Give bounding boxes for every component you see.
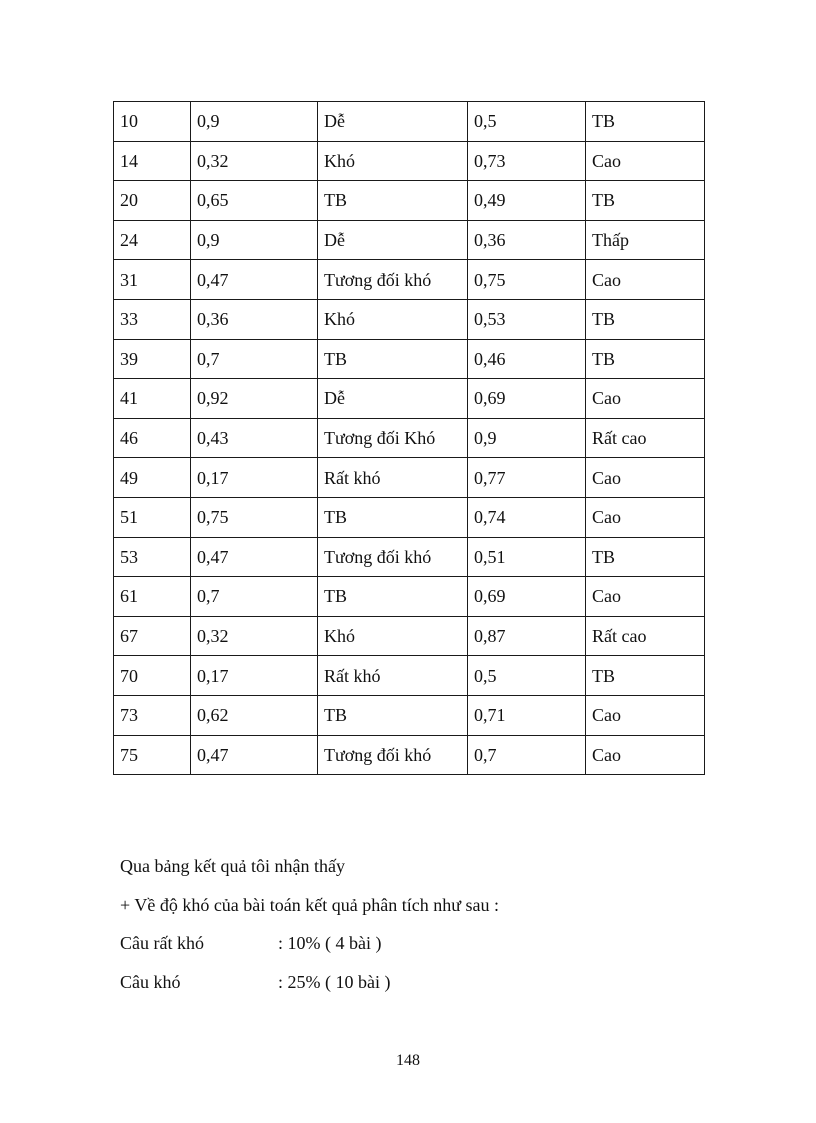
difficulty-index-cell: 0,32	[191, 141, 318, 181]
item-number-cell: 70	[114, 656, 191, 696]
difficulty-level-cell: TB	[318, 577, 468, 617]
difficulty-level-cell: TB	[318, 497, 468, 537]
item-number-cell: 46	[114, 418, 191, 458]
difficulty-level-cell: Khó	[318, 616, 468, 656]
difficulty-item	[120, 931, 720, 970]
difficulty-index-cell: 0,62	[191, 695, 318, 735]
item-number-cell: 75	[114, 735, 191, 775]
item-number-cell: 61	[114, 577, 191, 617]
discrimination-index-cell: 0,5	[468, 656, 586, 696]
table-row	[114, 181, 705, 221]
item-number-cell: 49	[114, 458, 191, 498]
difficulty-index-cell: 0,36	[191, 299, 318, 339]
table-row	[114, 656, 705, 696]
discrimination-level-cell: Cao	[586, 695, 705, 735]
difficulty-item-label: Câu khó	[120, 971, 181, 992]
discrimination-index-cell: 0,49	[468, 181, 586, 221]
item-number-cell: 33	[114, 299, 191, 339]
table-row	[114, 220, 705, 260]
discrimination-level-cell: TB	[586, 102, 705, 142]
item-number-cell: 53	[114, 537, 191, 577]
difficulty-index-cell: 0,47	[191, 260, 318, 300]
discrimination-index-cell: 0,75	[468, 260, 586, 300]
table-row	[114, 735, 705, 775]
discrimination-level-cell: Thấp	[586, 220, 705, 260]
difficulty-item	[120, 970, 720, 1009]
difficulty-item-value: : 10% ( 4 bài )	[278, 933, 382, 953]
table-row	[114, 141, 705, 181]
item-number-cell: 39	[114, 339, 191, 379]
difficulty-level-cell: Tương đối khó	[318, 260, 468, 300]
difficulty-index-cell: 0,65	[191, 181, 318, 221]
discrimination-level-cell: TB	[586, 339, 705, 379]
item-number-cell: 10	[114, 102, 191, 142]
discrimination-level-cell: Cao	[586, 379, 705, 419]
difficulty-level-cell: Rất khó	[318, 458, 468, 498]
discrimination-level-cell: TB	[586, 299, 705, 339]
difficulty-index-cell: 0,17	[191, 656, 318, 696]
difficulty-level-cell: Tương đối Khó	[318, 418, 468, 458]
page-number: 148	[396, 1052, 420, 1069]
difficulty-index-cell: 0,9	[191, 220, 318, 260]
difficulty-level-cell: Tương đối khó	[318, 735, 468, 775]
difficulty-index-cell: 0,17	[191, 458, 318, 498]
difficulty-index-cell: 0,47	[191, 537, 318, 577]
difficulty-level-cell: Tương đối khó	[318, 537, 468, 577]
table-row	[114, 418, 705, 458]
discrimination-index-cell: 0,51	[468, 537, 586, 577]
discrimination-index-cell: 0,69	[468, 379, 586, 419]
difficulty-index-cell: 0,47	[191, 735, 318, 775]
item-number-cell: 24	[114, 220, 191, 260]
difficulty-level-cell: Dễ	[318, 220, 468, 260]
difficulty-index-cell: 0,32	[191, 616, 318, 656]
table-row	[114, 102, 705, 142]
results-table	[113, 101, 705, 775]
discrimination-level-cell: Rất cao	[586, 616, 705, 656]
difficulty-index-cell: 0,92	[191, 379, 318, 419]
table-row	[114, 537, 705, 577]
difficulty-index-cell: 0,9	[191, 102, 318, 142]
item-number-cell: 41	[114, 379, 191, 419]
difficulty-level-cell: TB	[318, 695, 468, 735]
table-row	[114, 339, 705, 379]
table-row	[114, 497, 705, 537]
difficulty-index-cell: 0,43	[191, 418, 318, 458]
discrimination-index-cell: 0,7	[468, 735, 586, 775]
difficulty-heading: + Về độ khó của bài toán kết quả phân tích như sau :	[120, 894, 499, 915]
discrimination-level-cell: Rất cao	[586, 418, 705, 458]
difficulty-level-cell: Khó	[318, 299, 468, 339]
discrimination-index-cell: 0,71	[468, 695, 586, 735]
discrimination-level-cell: TB	[586, 537, 705, 577]
discrimination-level-cell: Cao	[586, 260, 705, 300]
discrimination-index-cell: 0,53	[468, 299, 586, 339]
discrimination-index-cell: 0,9	[468, 418, 586, 458]
discrimination-level-cell: Cao	[586, 735, 705, 775]
difficulty-level-cell: TB	[318, 339, 468, 379]
discrimination-level-cell: Cao	[586, 577, 705, 617]
discrimination-index-cell: 0,87	[468, 616, 586, 656]
table-row	[114, 616, 705, 656]
item-number-cell: 31	[114, 260, 191, 300]
difficulty-level-cell: Dễ	[318, 102, 468, 142]
difficulty-level-cell: Dễ	[318, 379, 468, 419]
item-number-cell: 51	[114, 497, 191, 537]
difficulty-level-cell: TB	[318, 181, 468, 221]
table-row	[114, 299, 705, 339]
difficulty-index-cell: 0,7	[191, 577, 318, 617]
discrimination-level-cell: TB	[586, 181, 705, 221]
difficulty-level-cell: Khó	[318, 141, 468, 181]
analysis-text	[120, 854, 720, 1008]
difficulty-index-cell: 0,7	[191, 339, 318, 379]
difficulty-level-cell: Rất khó	[318, 656, 468, 696]
item-number-cell: 20	[114, 181, 191, 221]
table-row	[114, 260, 705, 300]
table-row	[114, 695, 705, 735]
discrimination-level-cell: Cao	[586, 458, 705, 498]
discrimination-index-cell: 0,74	[468, 497, 586, 537]
table-row	[114, 379, 705, 419]
table-row	[114, 458, 705, 498]
difficulty-item-value: : 25% ( 10 bài )	[278, 971, 391, 992]
discrimination-level-cell: Cao	[586, 141, 705, 181]
discrimination-level-cell: Cao	[586, 497, 705, 537]
table-row	[114, 577, 705, 617]
discrimination-index-cell: 0,73	[468, 141, 586, 181]
discrimination-index-cell: 0,36	[468, 220, 586, 260]
discrimination-index-cell: 0,5	[468, 102, 586, 142]
intro-line: Qua bảng kết quả tôi nhận thấy	[120, 856, 345, 876]
discrimination-index-cell: 0,46	[468, 339, 586, 379]
discrimination-level-cell: TB	[586, 656, 705, 696]
difficulty-index-cell: 0,75	[191, 497, 318, 537]
item-number-cell: 67	[114, 616, 191, 656]
item-number-cell: 14	[114, 141, 191, 181]
discrimination-index-cell: 0,77	[468, 458, 586, 498]
results-table-body	[114, 102, 705, 775]
item-number-cell: 73	[114, 695, 191, 735]
difficulty-item-label: Câu rất khó	[120, 933, 204, 953]
discrimination-index-cell: 0,69	[468, 577, 586, 617]
